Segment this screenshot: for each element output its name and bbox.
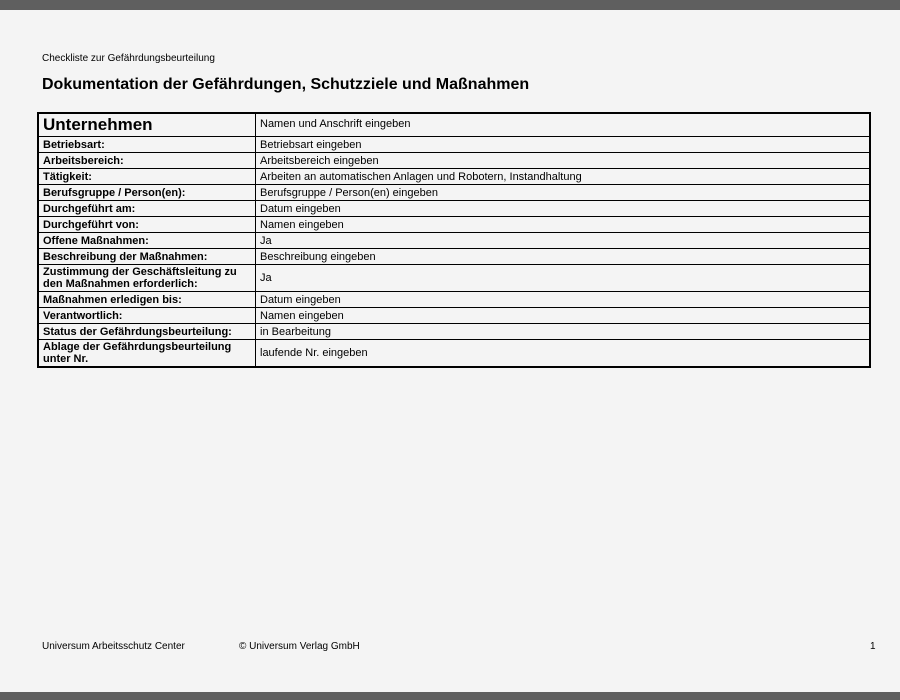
table-row — [38, 201, 870, 217]
table-row — [38, 153, 870, 169]
table-row — [38, 249, 870, 265]
table-row — [38, 324, 870, 340]
footer-page-number: 1 — [870, 641, 876, 652]
row-value-durchgefuehrt-von[interactable]: Namen eingeben — [256, 217, 871, 233]
top-border-bar — [0, 0, 900, 10]
row-label-offene-massnahmen: Offene Maßnahmen: — [38, 233, 256, 249]
row-value-erledigen-bis[interactable]: Datum eingeben — [256, 292, 871, 308]
row-label-arbeitsbereich: Arbeitsbereich: — [38, 153, 256, 169]
table-row — [38, 137, 870, 153]
row-value-beschreibung[interactable]: Beschreibung eingeben — [256, 249, 871, 265]
row-value-durchgefuehrt-am[interactable]: Datum eingeben — [256, 201, 871, 217]
row-value-zustimmung[interactable]: Ja — [256, 265, 871, 292]
table-row — [38, 292, 870, 308]
row-label-durchgefuehrt-von: Durchgeführt von: — [38, 217, 256, 233]
row-label-ablage: Ablage der Gefährdungsbeurteilung unter Nr. — [38, 340, 256, 368]
row-value-berufsgruppe[interactable]: Berufsgruppe / Person(en) eingeben — [256, 185, 871, 201]
row-value-unternehmen[interactable]: Namen und Anschrift eingeben — [256, 113, 871, 137]
row-label-betriebsart: Betriebsart: — [38, 137, 256, 153]
table-row — [38, 185, 870, 201]
row-value-status[interactable]: in Bearbeitung — [256, 324, 871, 340]
table-row — [38, 113, 870, 137]
row-value-arbeitsbereich[interactable]: Arbeitsbereich eingeben — [256, 153, 871, 169]
row-label-verantwortlich: Verantwortlich: — [38, 308, 256, 324]
row-value-offene-massnahmen[interactable]: Ja — [256, 233, 871, 249]
table-row — [38, 233, 870, 249]
row-value-betriebsart[interactable]: Betriebsart eingeben — [256, 137, 871, 153]
document-page — [0, 10, 900, 692]
row-value-taetigkeit[interactable]: Arbeiten an automatischen Anlagen und Robotern, Instandhaltung — [256, 169, 871, 185]
row-label-status: Status der Gefährdungsbeurteilung: — [38, 324, 256, 340]
row-label-erledigen-bis: Maßnahmen erledigen bis: — [38, 292, 256, 308]
row-label-durchgefuehrt-am: Durchgeführt am: — [38, 201, 256, 217]
footer-copyright: © Universum Verlag GmbH — [239, 641, 360, 652]
table-row — [38, 308, 870, 324]
row-label-unternehmen: Unternehmen — [38, 113, 256, 137]
table-row — [38, 340, 870, 368]
table-row — [38, 265, 870, 292]
row-label-berufsgruppe: Berufsgruppe / Person(en): — [38, 185, 256, 201]
row-label-zustimmung: Zustimmung der Geschäftsleitung zu den Maßnahmen erforderlich: — [38, 265, 256, 292]
footer-company: Universum Arbeitsschutz Center — [42, 641, 185, 652]
row-value-ablage[interactable]: laufende Nr. eingeben — [256, 340, 871, 368]
documentation-table — [37, 112, 871, 368]
table-row — [38, 217, 870, 233]
bottom-border-bar — [0, 692, 900, 700]
table-row — [38, 169, 870, 185]
row-value-verantwortlich[interactable]: Namen eingeben — [256, 308, 871, 324]
document-title: Dokumentation der Gefährdungen, Schutzziele und Maßnahmen — [42, 76, 530, 93]
document-subtitle: Checkliste zur Gefährdungsbeurteilung — [42, 53, 215, 64]
row-label-beschreibung: Beschreibung der Maßnahmen: — [38, 249, 256, 265]
row-label-taetigkeit: Tätigkeit: — [38, 169, 256, 185]
